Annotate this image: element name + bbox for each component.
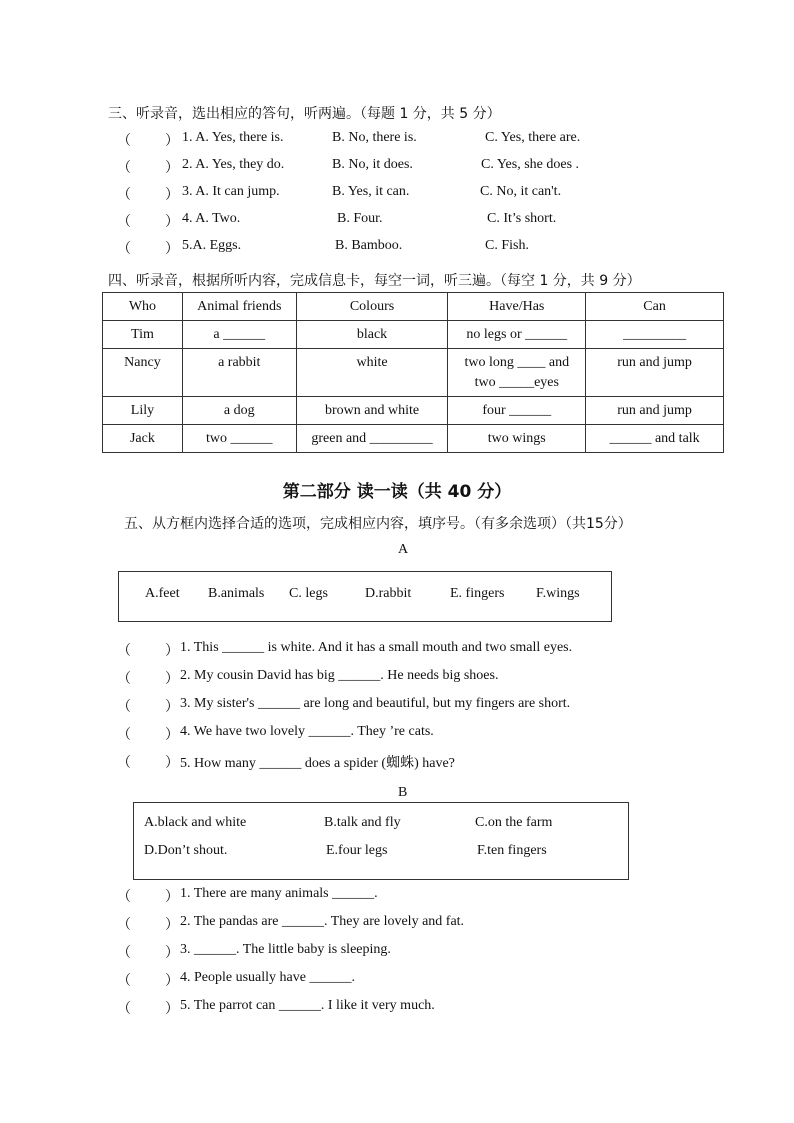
question-text: 4. People usually have ______. — [180, 970, 355, 985]
table-cell-blank[interactable]: no legs or ______ — [448, 321, 586, 349]
info-card-table — [102, 292, 724, 453]
option-item: C.on the farm — [475, 815, 553, 830]
table-cell: run and jump — [586, 349, 724, 397]
options-box-a — [118, 571, 612, 622]
option-item: F.wings — [536, 586, 580, 601]
box-b-label: B — [398, 785, 408, 800]
section4-heading: 四、听录音，根据所听内容，完成信息卡，每空一词，听三遍。（每空 1 分，共 9 分） — [108, 273, 641, 289]
answer-paren-left[interactable]: （ — [117, 700, 131, 715]
option-b: B. Four. — [337, 211, 383, 226]
answer-paren-right: ） — [165, 644, 179, 659]
option-item: B.talk and fly — [324, 815, 401, 830]
table-cell-blank[interactable]: _________ — [586, 321, 724, 349]
answer-paren-left[interactable]: （ — [117, 946, 131, 961]
part2-title: 第二部分 读一读（共 40 分） — [282, 482, 512, 502]
option-a: 3. A. It can jump. — [182, 184, 280, 199]
option-b: B. Yes, it can. — [332, 184, 410, 199]
option-item: C. legs — [289, 586, 328, 601]
table-row — [103, 425, 724, 453]
table-cell: a rabbit — [182, 349, 296, 397]
option-a: 5.A. Eggs. — [182, 238, 242, 253]
table-cell-blank[interactable]: two ______ — [182, 425, 296, 453]
header-who: Who — [103, 293, 183, 321]
option-item: F.ten fingers — [477, 843, 547, 858]
option-a: 2. A. Yes, they do. — [182, 157, 285, 172]
option-item: E. fingers — [450, 586, 505, 601]
answer-paren-left[interactable]: （ — [117, 188, 131, 203]
answer-paren-left[interactable]: （ — [117, 161, 131, 176]
option-b: B. No, it does. — [332, 157, 413, 172]
answer-paren-left[interactable]: （ — [117, 1002, 131, 1017]
answer-paren-left[interactable]: （ — [117, 644, 131, 659]
option-item: E.four legs — [326, 843, 388, 858]
answer-paren-right: ） — [165, 215, 179, 230]
table-cell: run and jump — [586, 397, 724, 425]
question-text: 2. My cousin David has big ______. He needs big shoes. — [180, 668, 499, 683]
option-item: B.animals — [208, 586, 265, 601]
answer-paren-right: ） — [165, 756, 179, 771]
answer-paren-right: ） — [165, 242, 179, 257]
option-item: D.Don’t shout. — [144, 843, 228, 858]
table-cell: Jack — [103, 425, 183, 453]
table-cell-blank[interactable]: a ______ — [182, 321, 296, 349]
question-text: 1. This ______ is white. And it has a small mouth and two small eyes. — [180, 640, 573, 655]
question-text: 4. We have two lovely ______. They ’re cats. — [180, 724, 434, 739]
answer-paren-right: ） — [165, 134, 179, 149]
table-cell: two wings — [448, 425, 586, 453]
option-item: D.rabbit — [365, 586, 412, 601]
header-animal-friends: Animal friends — [182, 293, 296, 321]
option-a: 1. A. Yes, there is. — [182, 130, 284, 145]
table-row — [103, 321, 724, 349]
header-have-has: Have/Has — [448, 293, 586, 321]
table-cell: brown and white — [296, 397, 448, 425]
options-box-b — [133, 802, 629, 880]
table-cell: Lily — [103, 397, 183, 425]
header-can: Can — [586, 293, 724, 321]
table-cell: white — [296, 349, 448, 397]
option-c: C. Yes, she does . — [481, 157, 580, 172]
section5-heading: 五、从方框内选择合适的选项，完成相应内容，填序号。（有多余选项）（共15分） — [124, 516, 632, 532]
answer-paren-right: ） — [165, 974, 179, 989]
answer-paren-right: ） — [165, 161, 179, 176]
question-text: 1. There are many animals ______. — [180, 886, 378, 901]
answer-paren-left[interactable]: （ — [117, 890, 131, 905]
answer-paren-left[interactable]: （ — [117, 215, 131, 230]
table-cell: Nancy — [103, 349, 183, 397]
answer-paren-left[interactable]: （ — [117, 974, 131, 989]
answer-paren-left[interactable]: （ — [117, 728, 131, 743]
option-item: A.black and white — [144, 815, 247, 830]
answer-paren-right: ） — [165, 700, 179, 715]
table-header-row — [103, 293, 724, 321]
answer-paren-right: ） — [165, 1002, 179, 1017]
answer-paren-left[interactable]: （ — [117, 918, 131, 933]
table-cell: Tim — [103, 321, 183, 349]
table-row — [103, 397, 724, 425]
answer-paren-right: ） — [165, 946, 179, 961]
answer-paren-right: ） — [165, 918, 179, 933]
section3-heading: 三、听录音，选出相应的答句，听两遍。（每题 1 分，共 5 分） — [108, 106, 501, 122]
answer-paren-left[interactable]: （ — [117, 134, 131, 149]
option-c: C. Yes, there are. — [485, 130, 581, 145]
option-c: C. No, it can't. — [480, 184, 562, 199]
table-row — [103, 349, 724, 397]
table-cell-blank[interactable]: ______ and talk — [586, 425, 724, 453]
question-text: 2. The pandas are ______. They are lovely and fat. — [180, 914, 465, 929]
option-b: B. No, there is. — [332, 130, 417, 145]
answer-paren-right: ） — [165, 890, 179, 905]
table-cell: black — [296, 321, 448, 349]
option-item: A.feet — [145, 586, 180, 601]
question-text: 5. How many ______ does a spider (蜘蛛) have? — [180, 756, 455, 771]
table-cell-blank[interactable]: green and _________ — [296, 425, 448, 453]
option-c: C. Fish. — [485, 238, 529, 253]
answer-paren-left[interactable]: （ — [117, 672, 131, 687]
box-a-label: A — [398, 542, 409, 557]
option-c: C. It’s short. — [487, 211, 557, 226]
header-colours: Colours — [296, 293, 448, 321]
answer-paren-right: ） — [165, 672, 179, 687]
question-text: 5. The parrot can ______. I like it very much. — [180, 998, 435, 1013]
option-a: 4. A. Two. — [182, 211, 241, 226]
table-cell: a dog — [182, 397, 296, 425]
question-text: 3. My sister's ______ are long and beautiful, but my fingers are short. — [180, 696, 571, 711]
option-b: B. Bamboo. — [335, 238, 403, 253]
table-cell-blank[interactable]: four ______ — [448, 397, 586, 425]
answer-paren-right: ） — [165, 188, 179, 203]
answer-paren-right: ） — [165, 728, 179, 743]
answer-paren-left[interactable]: （ — [117, 756, 131, 771]
answer-paren-left[interactable]: （ — [117, 242, 131, 257]
table-cell-blank[interactable]: two long ____ and two _____eyes — [448, 349, 586, 397]
question-text: 3. ______. The little baby is sleeping. — [180, 942, 391, 957]
